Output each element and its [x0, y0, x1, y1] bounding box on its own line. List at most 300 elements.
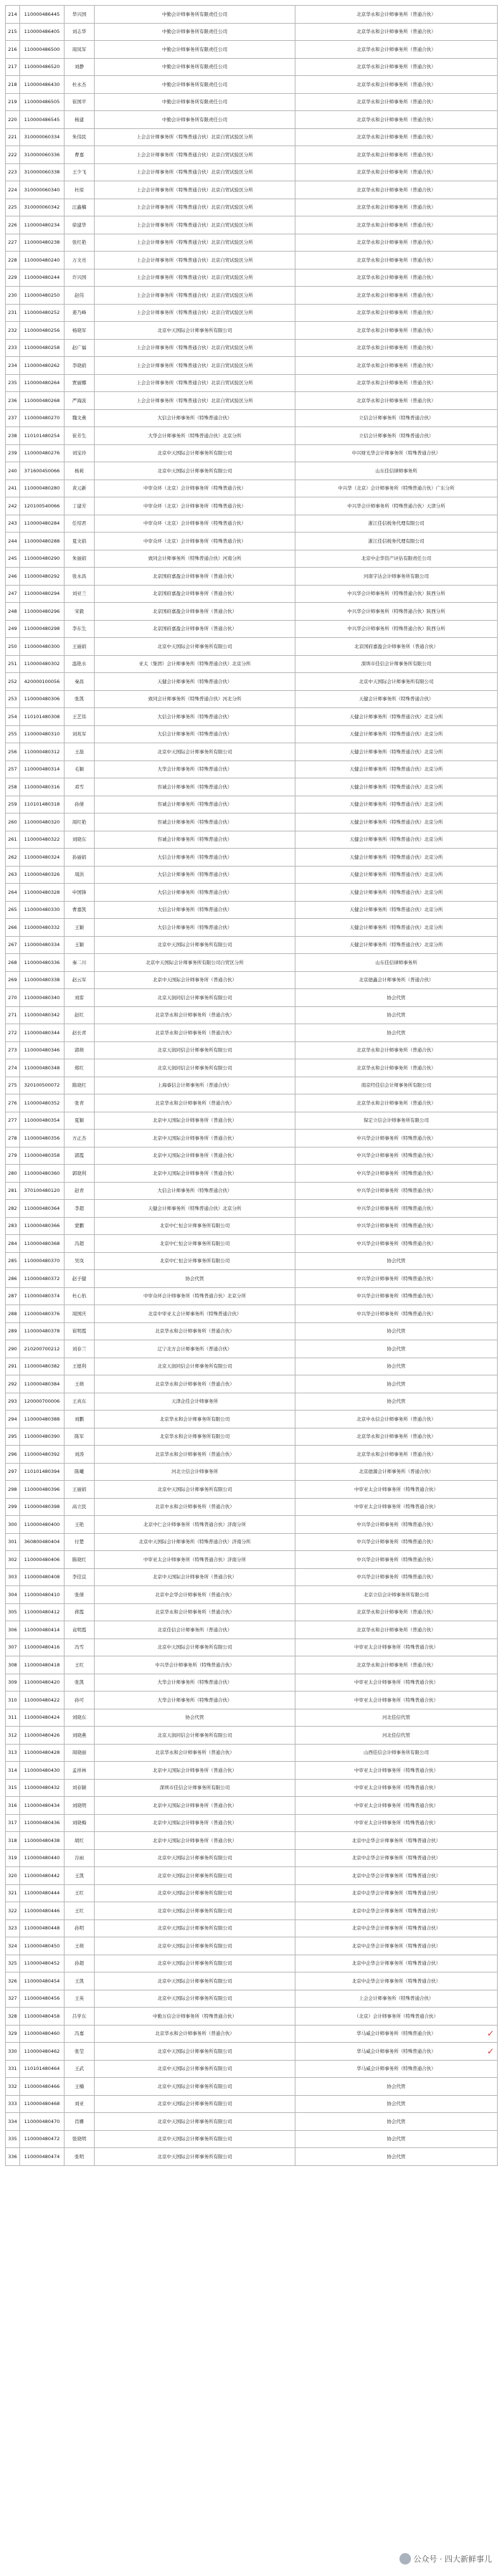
table-row: [6, 1674, 498, 1692]
table-row: [6, 1147, 498, 1165]
cpa-name: 张莹: [65, 2043, 95, 2061]
cpa-id: 110000480418: [20, 1656, 65, 1674]
to-firm: 天健会计师事务所（特殊普通合伙）北京分所: [295, 725, 498, 743]
cpa-id: 310000060334: [20, 128, 65, 146]
cpa-id: 110000480296: [20, 603, 65, 621]
cpa-name: 刘晓东: [65, 1709, 95, 1727]
from-firm: 中兴华会计师事务所（特殊普通合伙）: [95, 1656, 295, 1674]
table-row: [6, 1568, 498, 1586]
cpa-name: 杜永杰: [65, 76, 95, 94]
table-row: [6, 199, 498, 216]
cpa-name: 杨晓军: [65, 322, 95, 340]
row-number: 281: [6, 1182, 20, 1200]
to-firm: 北京华永和会计师事务所（普通合伙）: [295, 146, 498, 164]
to-firm: 北京中企华会计师事务所（特殊普通合伙）: [295, 1919, 498, 1937]
table-row: [6, 1919, 498, 1937]
cpa-id: 110000480292: [20, 568, 65, 586]
from-firm: 中审众环（北京）会计师事务所（特殊普通合伙）: [95, 515, 295, 533]
from-firm: 大华会计师事务所（特殊普通合伙）: [95, 1692, 295, 1709]
cpa-name: 王磊: [65, 743, 95, 761]
to-firm: 北京华永和会计师事务所（普通合伙）: [295, 357, 498, 375]
cpa-id: 110000480330: [20, 901, 65, 919]
table-row: [6, 1481, 498, 1499]
table-row: [6, 304, 498, 322]
to-firm: 协会代管: [295, 1340, 498, 1358]
table-row: [6, 1235, 498, 1253]
red-check-icon: ✓: [486, 2028, 494, 2039]
from-firm: 北京中天国际会计师事务所（普通合伙）: [95, 1165, 295, 1183]
row-number: 261: [6, 831, 20, 849]
row-number: 263: [6, 866, 20, 884]
to-firm: 中兴华会计师事务所（特殊普通合伙）: [295, 1287, 498, 1305]
cpa-id: 110000480400: [20, 1516, 65, 1534]
row-number: 232: [6, 322, 20, 340]
cpa-id: 110000480398: [20, 1498, 65, 1516]
to-firm: 中兴华会计师事务所（特殊普通合伙）: [295, 1130, 498, 1148]
to-firm: 北京华永和会计师事务所（普通合伙）: [295, 58, 498, 76]
to-firm: 北京华永和会计师事务所（普通合伙）: [295, 339, 498, 357]
cpa-id: 110000480238: [20, 234, 65, 252]
cpa-id: 110000480410: [20, 1586, 65, 1604]
cpa-name: 张晓明: [65, 2130, 95, 2148]
cpa-id: 110000480252: [20, 304, 65, 322]
cpa-id: 110000480440: [20, 1849, 65, 1867]
row-number: 293: [6, 1393, 20, 1411]
table-row: [6, 1165, 498, 1183]
cpa-id: 110000480406: [20, 1551, 65, 1569]
cpa-name: 蒙鹏: [65, 1217, 95, 1235]
cpa-name: 孙明: [65, 1919, 95, 1937]
cpa-name: 冯超: [65, 1235, 95, 1253]
to-firm: 北京华永和会计师事务所（普通合伙）: [295, 128, 498, 146]
table-row: [6, 1779, 498, 1797]
row-number: 334: [6, 2113, 20, 2131]
table-row: [6, 1463, 498, 1481]
to-firm: 中审亚太会计师事务所（特殊普通合伙）: [295, 1814, 498, 1832]
row-number: 302: [6, 1551, 20, 1569]
cpa-name: 张倩: [65, 1586, 95, 1604]
cpa-id: 360800480404: [20, 1533, 65, 1551]
cpa-name: 蒋霞: [65, 1603, 95, 1621]
from-firm: 北京华永和会计师事务所（普通合伙）: [95, 1375, 295, 1393]
row-number: 276: [6, 1094, 20, 1112]
to-firm: 立信会计师事务所（特殊普通合伙）: [295, 427, 498, 445]
row-number: 217: [6, 58, 20, 76]
to-firm: 北京华永和会计师事务所（普通合伙）: [295, 374, 498, 392]
row-number: 299: [6, 1498, 20, 1516]
cpa-id: 110000480430: [20, 1762, 65, 1780]
from-firm: 大信会计师事务所（特殊普通合伙）: [95, 919, 295, 937]
from-firm: 北京国府嘉盈会计师事务所（普通合伙）: [95, 585, 295, 603]
cpa-name: 刘亚: [65, 2095, 95, 2113]
cpa-name: 王楠: [65, 2078, 95, 2096]
from-firm: 上会会计师事务所（特殊普通合伙）北京自贸试验区分所: [95, 287, 295, 305]
to-firm: 北京中企华会计师事务所（特殊普通合伙）: [295, 1937, 498, 1955]
to-firm: 中兴华会计师事务所（特殊普通合伙）: [295, 1533, 498, 1551]
row-number: 238: [6, 427, 20, 445]
table-row: [6, 111, 498, 129]
cpa-name: 王丽娟: [65, 1481, 95, 1499]
from-firm: 北京中天国际会计师事务所有限公司: [95, 1902, 295, 1920]
to-firm: 中审亚太会计师事务所（特殊普通合伙）: [295, 1481, 498, 1499]
cpa-id: 110000480306: [20, 690, 65, 708]
to-firm: 北京华永和会计师事务所（普通合伙）: [295, 1446, 498, 1464]
cpa-name: 王颖: [65, 919, 95, 937]
table-row: [6, 1656, 498, 1674]
from-firm: 北京天润同信会计师事务所有限公司: [95, 1041, 295, 1059]
from-firm: 北京华永和会计师事务所（普通合伙）: [95, 1024, 295, 1042]
from-firm: 大信会计师事务所（特殊普通合伙）: [95, 866, 295, 884]
cpa-id: 110000480426: [20, 1727, 65, 1745]
table-row: [6, 1744, 498, 1762]
cpa-name: 陈晓红: [65, 1551, 95, 1569]
row-number: 254: [6, 708, 20, 726]
to-firm: 北京德源会计师事务所（普通合伙）: [295, 1463, 498, 1481]
table-row: [6, 1340, 498, 1358]
cpa-name: 李东生: [65, 620, 95, 638]
row-number: 245: [6, 550, 20, 568]
to-firm: 河北佳信代管: [295, 1709, 498, 1727]
table-row: [6, 760, 498, 778]
row-number: 324: [6, 1937, 20, 1955]
row-number: 289: [6, 1322, 20, 1340]
cpa-name: 丁建芳: [65, 497, 95, 515]
row-number: 308: [6, 1656, 20, 1674]
cpa-id: 110000480312: [20, 743, 65, 761]
cpa-id: 110000480438: [20, 1832, 65, 1850]
cpa-id: 110000480408: [20, 1568, 65, 1586]
from-firm: 中勤会计师事务所有限责任公司: [95, 76, 295, 94]
from-firm: 北京中仁恒会计师事务所有限公司: [95, 1252, 295, 1270]
cpa-id: 310000060342: [20, 199, 65, 216]
cpa-id: 110000480468: [20, 2095, 65, 2113]
cpa-id: 110000480420: [20, 1674, 65, 1692]
to-firm: 天健会计师事务所（特殊普通合伙）北京分所: [295, 866, 498, 884]
from-firm: 北京中天国际会计师事务所有限公司: [95, 1990, 295, 2008]
cpa-name: 杨建: [65, 111, 95, 129]
to-firm: 协会代管: [295, 2148, 498, 2166]
row-number: 234: [6, 357, 20, 375]
cpa-name: 姜乃峰: [65, 304, 95, 322]
to-firm: 北京华永和会计师事务所（普通合伙）: [295, 322, 498, 340]
table-row: [6, 1006, 498, 1024]
cpa-id: 110000480448: [20, 1919, 65, 1937]
cpa-id: 110000480250: [20, 287, 65, 305]
row-number: 288: [6, 1305, 20, 1323]
cpa-id: 110101480464: [20, 2060, 65, 2078]
from-firm: 北京中天国际会计师事务所有限公司: [95, 2148, 295, 2166]
cpa-name: 张凯: [65, 690, 95, 708]
transfer-table: [5, 5, 498, 2166]
from-firm: 大华会计师事务所（特殊普通合伙）: [95, 760, 295, 778]
cpa-id: 110000480392: [20, 1446, 65, 1464]
row-number: 313: [6, 1744, 20, 1762]
cpa-id: 110000480356: [20, 1130, 65, 1148]
to-firm: 华马威会计师事务所（特殊普通合伙）: [295, 2060, 498, 2078]
from-firm: 上海睿信会计师事务所（普通合伙）: [95, 1077, 295, 1094]
cpa-id: 110000480340: [20, 989, 65, 1007]
cpa-name: 张凯: [65, 1674, 95, 1692]
cpa-name: 曹嘉凯: [65, 901, 95, 919]
cpa-name: 王丽娟: [65, 638, 95, 656]
to-firm: 上会会计师事务所（特殊普通合伙）: [295, 1990, 498, 2008]
cpa-id: 110000480454: [20, 1972, 65, 1990]
from-firm: 北京华永和会计师事务所（普通合伙）: [95, 1446, 295, 1464]
cpa-name: 郭萌: [65, 1041, 95, 1059]
cpa-id: 110000480316: [20, 778, 65, 796]
table-row: [6, 1516, 498, 1534]
row-number: 314: [6, 1762, 20, 1780]
from-firm: 大信会计师事务所（特殊普通合伙）: [95, 884, 295, 902]
to-firm: 中审亚太会计师事务所（特殊普通合伙）: [295, 1797, 498, 1815]
to-firm: 中审亚太会计师事务所（特殊普通合伙）: [295, 1638, 498, 1656]
from-firm: 北京华永和会计师事务所（普通合伙）: [95, 1006, 295, 1024]
from-firm: 北京中天国际会计师事务所有限公司: [95, 2095, 295, 2113]
row-number: 243: [6, 515, 20, 533]
row-number: 321: [6, 1884, 20, 1902]
to-firm: 北京德鑫会计师事务所（普通合伙）: [295, 971, 498, 989]
from-firm: 北京佳信会计师事务所（普通合伙）: [95, 1621, 295, 1639]
to-firm: 北京华永和会计师事务所（普通合伙）: [295, 304, 498, 322]
cpa-id: 420000100056: [20, 673, 65, 691]
to-firm: 山西佳信会计师事务所有限公司: [295, 1744, 498, 1762]
cpa-id: 110000480352: [20, 1094, 65, 1112]
to-firm: 天健会计师事务所（特殊普通合伙）北京分所: [295, 708, 498, 726]
from-firm: 致同会计师事务所（特殊普通合伙）河北分所: [95, 690, 295, 708]
cpa-name: 毛颖: [65, 760, 95, 778]
from-firm: 北京中天国际会计师事务所（特殊普通合伙）济南分所: [95, 1533, 295, 1551]
from-firm: 中勤会计师事务所有限责任公司: [95, 41, 295, 59]
cpa-id: 110000480458: [20, 2008, 65, 2026]
from-firm: 北京中天国际会计师事务所有限公司: [95, 1955, 295, 1972]
row-number: 278: [6, 1130, 20, 1148]
cpa-id: 110000480382: [20, 1358, 65, 1375]
table-row: [6, 638, 498, 656]
to-firm: 中审亚太会计师事务所（特殊普通合伙）: [295, 1498, 498, 1516]
to-firm: 天健会计师事务所（特殊普通合伙）北京分所: [295, 831, 498, 849]
to-firm: 山东佳信律师事务所: [295, 462, 498, 480]
cpa-id: 110000480378: [20, 1322, 65, 1340]
cpa-name: 王萌: [65, 1937, 95, 1955]
cpa-id: 110000480372: [20, 1270, 65, 1288]
from-firm: 大华会计师事务所（特殊普通合伙）: [95, 1674, 295, 1692]
table-row: [6, 2078, 498, 2096]
from-firm: 北京天润同信会计师事务所有限公司: [95, 1727, 295, 1745]
cpa-name: 崔芳生: [65, 427, 95, 445]
table-row: [6, 1955, 498, 1972]
table-row: [6, 1832, 498, 1850]
cpa-name: 袁明霞: [65, 1621, 95, 1639]
table-row: [6, 2025, 498, 2043]
from-firm: 中审众环（北京）会计师事务所（特殊普通合伙）: [95, 533, 295, 550]
row-number: 292: [6, 1375, 20, 1393]
row-number: 285: [6, 1252, 20, 1270]
to-firm: 北京华永和会计师事务所（普通合伙）: [295, 1059, 498, 1077]
from-firm: 大信会计师事务所（特殊普通合伙）: [95, 708, 295, 726]
cpa-id: 110000480300: [20, 638, 65, 656]
cpa-name: 刘春兰: [65, 1340, 95, 1358]
from-firm: 上会会计师事务所（特殊普通合伙）北京自贸试验区分所: [95, 374, 295, 392]
cpa-name: 王少飞: [65, 163, 95, 181]
cpa-id: 110000480240: [20, 252, 65, 269]
to-firm: 北京华永和会计师事务所（普通合伙）: [295, 392, 498, 410]
row-number: 270: [6, 989, 20, 1007]
table-row: [6, 1586, 498, 1604]
watermark-text: 公众号 · 四大新鲜事儿: [413, 2554, 492, 2564]
table-row: [6, 1287, 498, 1305]
row-number: 225: [6, 199, 20, 216]
cpa-name: 周洪: [65, 866, 95, 884]
cpa-name: 秦昌: [65, 673, 95, 691]
from-firm: 北京国府嘉盈会计师事务所（普通合伙）: [95, 568, 295, 586]
row-number: 323: [6, 1919, 20, 1937]
table-row: [6, 93, 498, 111]
cpa-id: 110000480234: [20, 216, 65, 234]
cpa-name: 周晓丽: [65, 1744, 95, 1762]
table-row: [6, 1797, 498, 1815]
cpa-id: 110000480264: [20, 374, 65, 392]
cpa-name: 孟祥林: [65, 1762, 95, 1780]
cpa-id: 110000480370: [20, 1252, 65, 1270]
from-firm: 北京中天国际会计师事务所（普通合伙）: [95, 1130, 295, 1148]
table-row: [6, 163, 498, 181]
cpa-name: 夏文娟: [65, 533, 95, 550]
table-row: [6, 497, 498, 515]
to-firm: 北京国府嘉盈会计师事务所（普通合伙）: [295, 638, 498, 656]
row-number: 271: [6, 1006, 20, 1024]
table-row: [6, 1077, 498, 1094]
row-number: 266: [6, 919, 20, 937]
cpa-name: 王德利: [65, 1358, 95, 1375]
row-number: 280: [6, 1165, 20, 1183]
cpa-id: 110000480334: [20, 936, 65, 954]
cpa-id: 110000480376: [20, 1305, 65, 1323]
cpa-name: 孙超: [65, 1955, 95, 1972]
table-row: [6, 1358, 498, 1375]
table-row: [6, 1375, 498, 1393]
cpa-id: 110000486520: [20, 58, 65, 76]
cpa-name: 冯雪: [65, 1638, 95, 1656]
to-firm: 北京华永和会计师事务所（普通合伙）: [295, 76, 498, 94]
from-firm: 容诚会计师事务所（特殊普通合伙）: [95, 831, 295, 849]
row-number: 315: [6, 1779, 20, 1797]
to-firm: 中审亚太会计师事务所（特殊普通合伙）: [295, 1692, 498, 1709]
table-row: [6, 515, 498, 533]
to-firm: 北京华永和会计师事务所（普通合伙）: [295, 216, 498, 234]
cpa-id: 110000480348: [20, 1059, 65, 1077]
cpa-name: 崔明霞: [65, 1322, 95, 1340]
row-number: 218: [6, 76, 20, 94]
from-firm: 容诚会计师事务所（特殊普通合伙）: [95, 814, 295, 831]
row-number: 239: [6, 444, 20, 462]
row-number: 311: [6, 1709, 20, 1727]
row-number: 304: [6, 1586, 20, 1604]
cpa-id: 310000060336: [20, 146, 65, 164]
cpa-name: 任绍君: [65, 515, 95, 533]
to-firm: 北京华永和会计师事务所（普通合伙）: [295, 6, 498, 24]
table-row: [6, 2008, 498, 2026]
to-firm: 北京中企华会计师事务所（特殊普通合伙）: [295, 1832, 498, 1850]
table-row: [6, 1252, 498, 1270]
to-firm: 北京华永和会计师事务所（普通合伙）: [295, 93, 498, 111]
table-row: [6, 146, 498, 164]
table-row: [6, 76, 498, 94]
cpa-id: 110000480276: [20, 444, 65, 462]
row-number: 319: [6, 1849, 20, 1867]
from-firm: 北京中审亚太会计师事务所（特殊普通合伙）: [95, 1305, 295, 1323]
to-firm: 协会代管: [295, 1252, 498, 1270]
cpa-id: 110000480280: [20, 480, 65, 497]
cpa-name: 付楚: [65, 1533, 95, 1551]
cpa-id: 110000480360: [20, 1165, 65, 1183]
from-firm: 大信会计师事务所（特殊普通合伙）: [95, 901, 295, 919]
to-firm: 北京华永和会计师事务所（普通合伙）: [295, 181, 498, 199]
cpa-name: 刘晓梅: [65, 1814, 95, 1832]
row-number: 327: [6, 1990, 20, 2008]
to-firm: 北京华永和会计师事务所（普通合伙）: [295, 1656, 498, 1674]
cpa-id: 110000480424: [20, 1709, 65, 1727]
table-row: [6, 1393, 498, 1411]
row-number: 227: [6, 234, 20, 252]
to-firm: 深圳市佳信会计师事务所有限公司: [295, 655, 498, 673]
to-firm: 中审亚太会计师事务所（特殊普通合伙）: [295, 1762, 498, 1780]
row-number: 322: [6, 1902, 20, 1920]
table-row: [6, 1727, 498, 1745]
from-firm: 上会会计师事务所（特殊普通合伙）北京自贸试验区分所: [95, 181, 295, 199]
to-firm: 中兴华会计师事务所（特殊普通合伙）: [295, 1147, 498, 1165]
cpa-id: 110000480324: [20, 849, 65, 867]
cpa-id: 110000480346: [20, 1041, 65, 1059]
row-number: 317: [6, 1814, 20, 1832]
to-firm: 北京华永和会计师事务所（普通合伙）: [295, 287, 498, 305]
table-row: [6, 339, 498, 357]
from-firm: 北京国府嘉盈会计师事务所（普通合伙）: [95, 620, 295, 638]
table-row: [6, 1112, 498, 1130]
to-firm: 南京经佳信会计师事务所有限公司: [295, 1077, 498, 1094]
cpa-id: 110000480284: [20, 515, 65, 533]
cpa-name: 周国庆: [65, 1305, 95, 1323]
to-firm: 北京中企华会计师事务所（特殊普通合伙）: [295, 1867, 498, 1885]
to-firm: 山东佳信律师事务所: [295, 954, 498, 972]
table-row: [6, 23, 498, 41]
cpa-name: 方正杰: [65, 1130, 95, 1148]
from-firm: 上会会计师事务所（特殊普通合伙）北京自贸试验区分所: [95, 163, 295, 181]
table-row: [6, 2148, 498, 2166]
row-number: 332: [6, 2078, 20, 2096]
from-firm: 深圳市佳信会计师事务所有限公司: [95, 1779, 295, 1797]
to-firm: 协会代管: [295, 1393, 498, 1411]
row-number: 333: [6, 2095, 20, 2113]
from-firm: 天健会计师事务所（特殊普通合伙）北京分所: [95, 1200, 295, 1218]
from-firm: 北京中天国际会计师事务所有限公司: [95, 322, 295, 340]
to-firm: 天健会计师事务所（特殊普通合伙）北京分所: [295, 760, 498, 778]
row-number: 305: [6, 1603, 20, 1621]
row-number: 286: [6, 1270, 20, 1288]
row-number: 318: [6, 1832, 20, 1850]
from-firm: 北京华永和会计师事务所（普通合伙）: [95, 1094, 295, 1112]
cpa-id: 210200700212: [20, 1340, 65, 1358]
to-firm: 浙江佳信税务代理有限公司: [295, 533, 498, 550]
cpa-name: 刘兆军: [65, 725, 95, 743]
row-number: 300: [6, 1516, 20, 1534]
cpa-id: 110000480258: [20, 339, 65, 357]
cpa-name: 贾丽娜: [65, 374, 95, 392]
row-number: 265: [6, 901, 20, 919]
cpa-name: 赵广福: [65, 339, 95, 357]
cpa-id: 110000480390: [20, 1428, 65, 1446]
watermark: [397, 2552, 496, 2566]
row-number: 310: [6, 1692, 20, 1709]
